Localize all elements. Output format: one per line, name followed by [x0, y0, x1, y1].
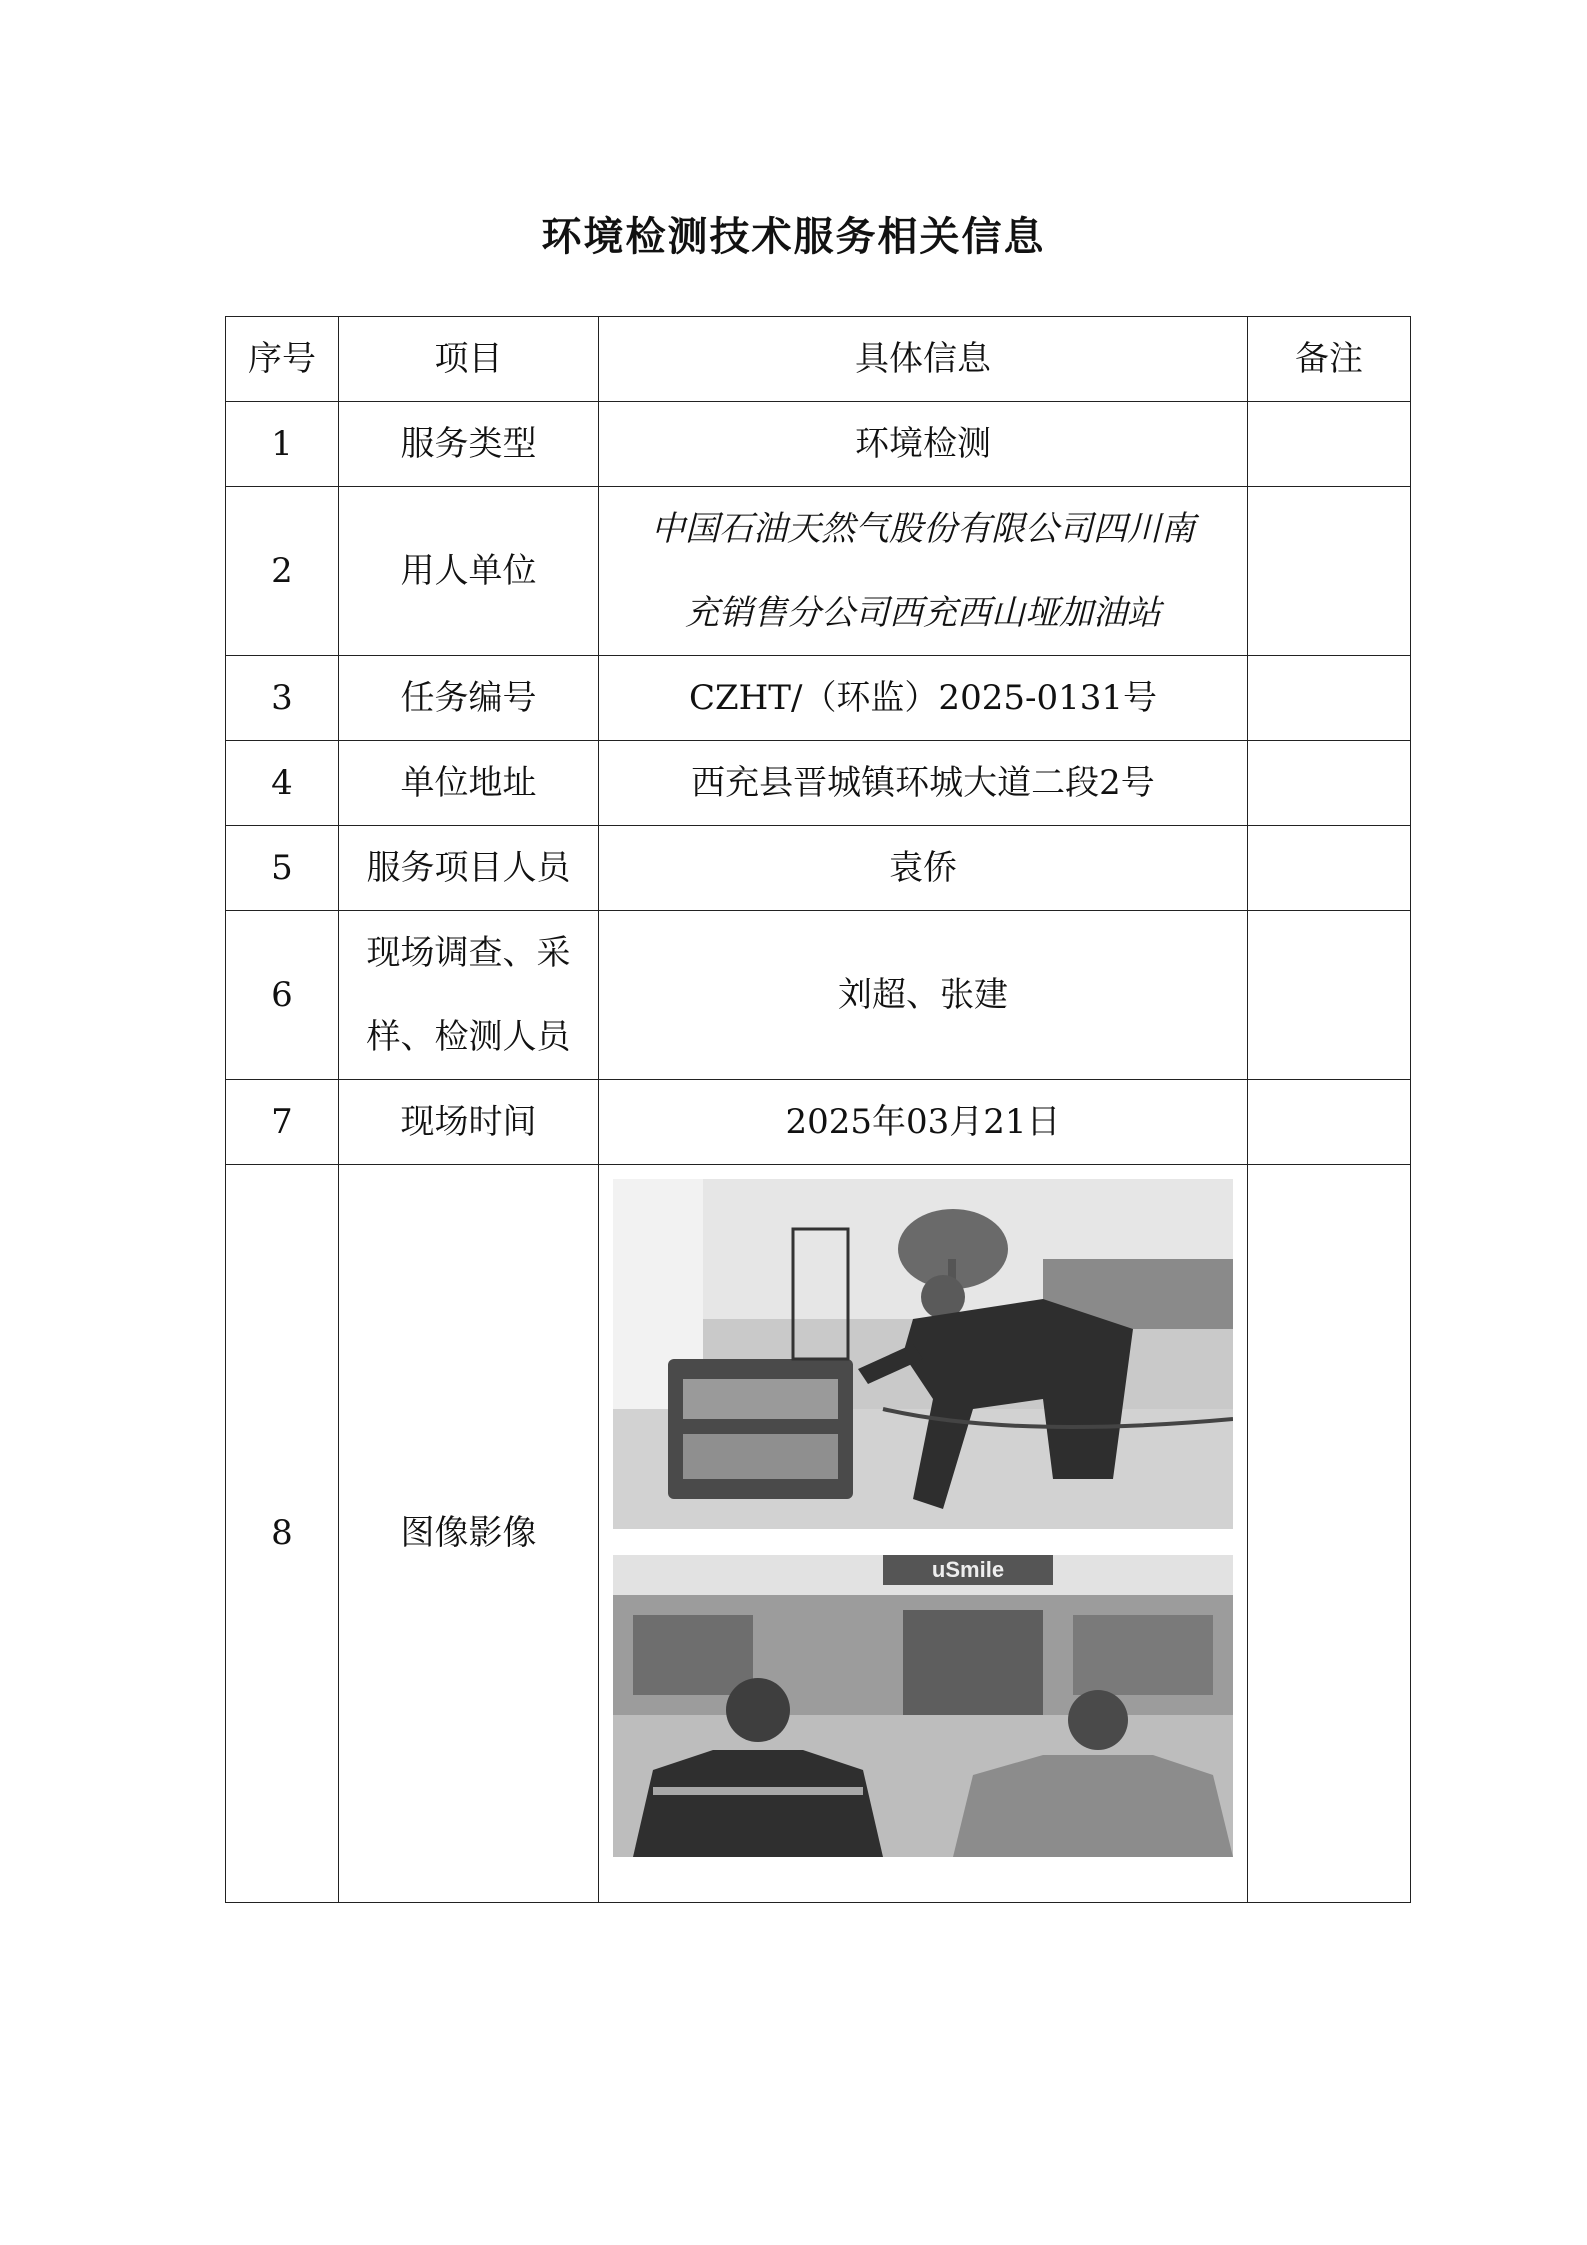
row-no: 6: [226, 911, 339, 1080]
row-remark: [1248, 911, 1411, 1080]
row-no: 5: [226, 826, 339, 911]
row-no: 1: [226, 402, 339, 487]
row-item: 任务编号: [339, 656, 599, 741]
table-row: [226, 911, 1411, 1080]
row-info: 刘超、张建: [599, 911, 1248, 1080]
table-header-row: [226, 317, 1411, 402]
header-item: 项目: [339, 317, 599, 402]
employer-line-2: 充销售分公司西充西山垭加油站: [685, 593, 1161, 633]
row-info: 袁侨: [599, 826, 1248, 911]
row-item: 单位地址: [339, 741, 599, 826]
row-item: 现场时间: [339, 1080, 599, 1165]
staff-photo-image: [613, 1555, 1233, 1857]
table-row: [226, 656, 1411, 741]
row-no: 8: [226, 1165, 339, 1903]
row-no: 2: [226, 487, 339, 656]
header-no: 序号: [226, 317, 339, 402]
row-no: 3: [226, 656, 339, 741]
row-remark: [1248, 487, 1411, 656]
row-item: 图像影像: [339, 1165, 599, 1903]
row-item: 服务项目人员: [339, 826, 599, 911]
row-photos: [599, 1165, 1248, 1903]
row-item: 用人单位: [339, 487, 599, 656]
row-info: CZHT/（环监）2025-0131号: [599, 656, 1248, 741]
store-sign-text: uSmile: [931, 1557, 1005, 1582]
row-remark: [1248, 1080, 1411, 1165]
table-row: [226, 741, 1411, 826]
row-item: [339, 911, 599, 1080]
row-remark: [1248, 1165, 1411, 1903]
header-info: 具体信息: [599, 317, 1248, 402]
header-remark: 备注: [1248, 317, 1411, 402]
item-line-1: 现场调查、采: [366, 933, 571, 973]
row-info: 西充县晋城镇环城大道二段2号: [599, 741, 1248, 826]
item-line-2: 样、检测人员: [366, 1017, 571, 1057]
staff-group-photo: [613, 1555, 1233, 1857]
row-info: [599, 487, 1248, 656]
row-remark: [1248, 656, 1411, 741]
table-row: [226, 487, 1411, 656]
page-title: 环境检测技术服务相关信息: [541, 213, 1046, 260]
row-no: 7: [226, 1080, 339, 1165]
site-sampling-photo: [613, 1179, 1233, 1529]
table-row: [226, 826, 1411, 911]
info-table: [225, 316, 1411, 1903]
sampling-photo-image: [613, 1179, 1233, 1529]
table-row: [226, 402, 1411, 487]
row-remark: [1248, 826, 1411, 911]
row-remark: [1248, 741, 1411, 826]
row-item: 服务类型: [339, 402, 599, 487]
row-remark: [1248, 402, 1411, 487]
table-row: [226, 1080, 1411, 1165]
row-info: 2025年03月21日: [599, 1080, 1248, 1165]
row-info: 环境检测: [599, 402, 1248, 487]
employer-line-1: 中国石油天然气股份有限公司四川南: [651, 509, 1195, 549]
table-row: [226, 1165, 1411, 1903]
row-no: 4: [226, 741, 339, 826]
